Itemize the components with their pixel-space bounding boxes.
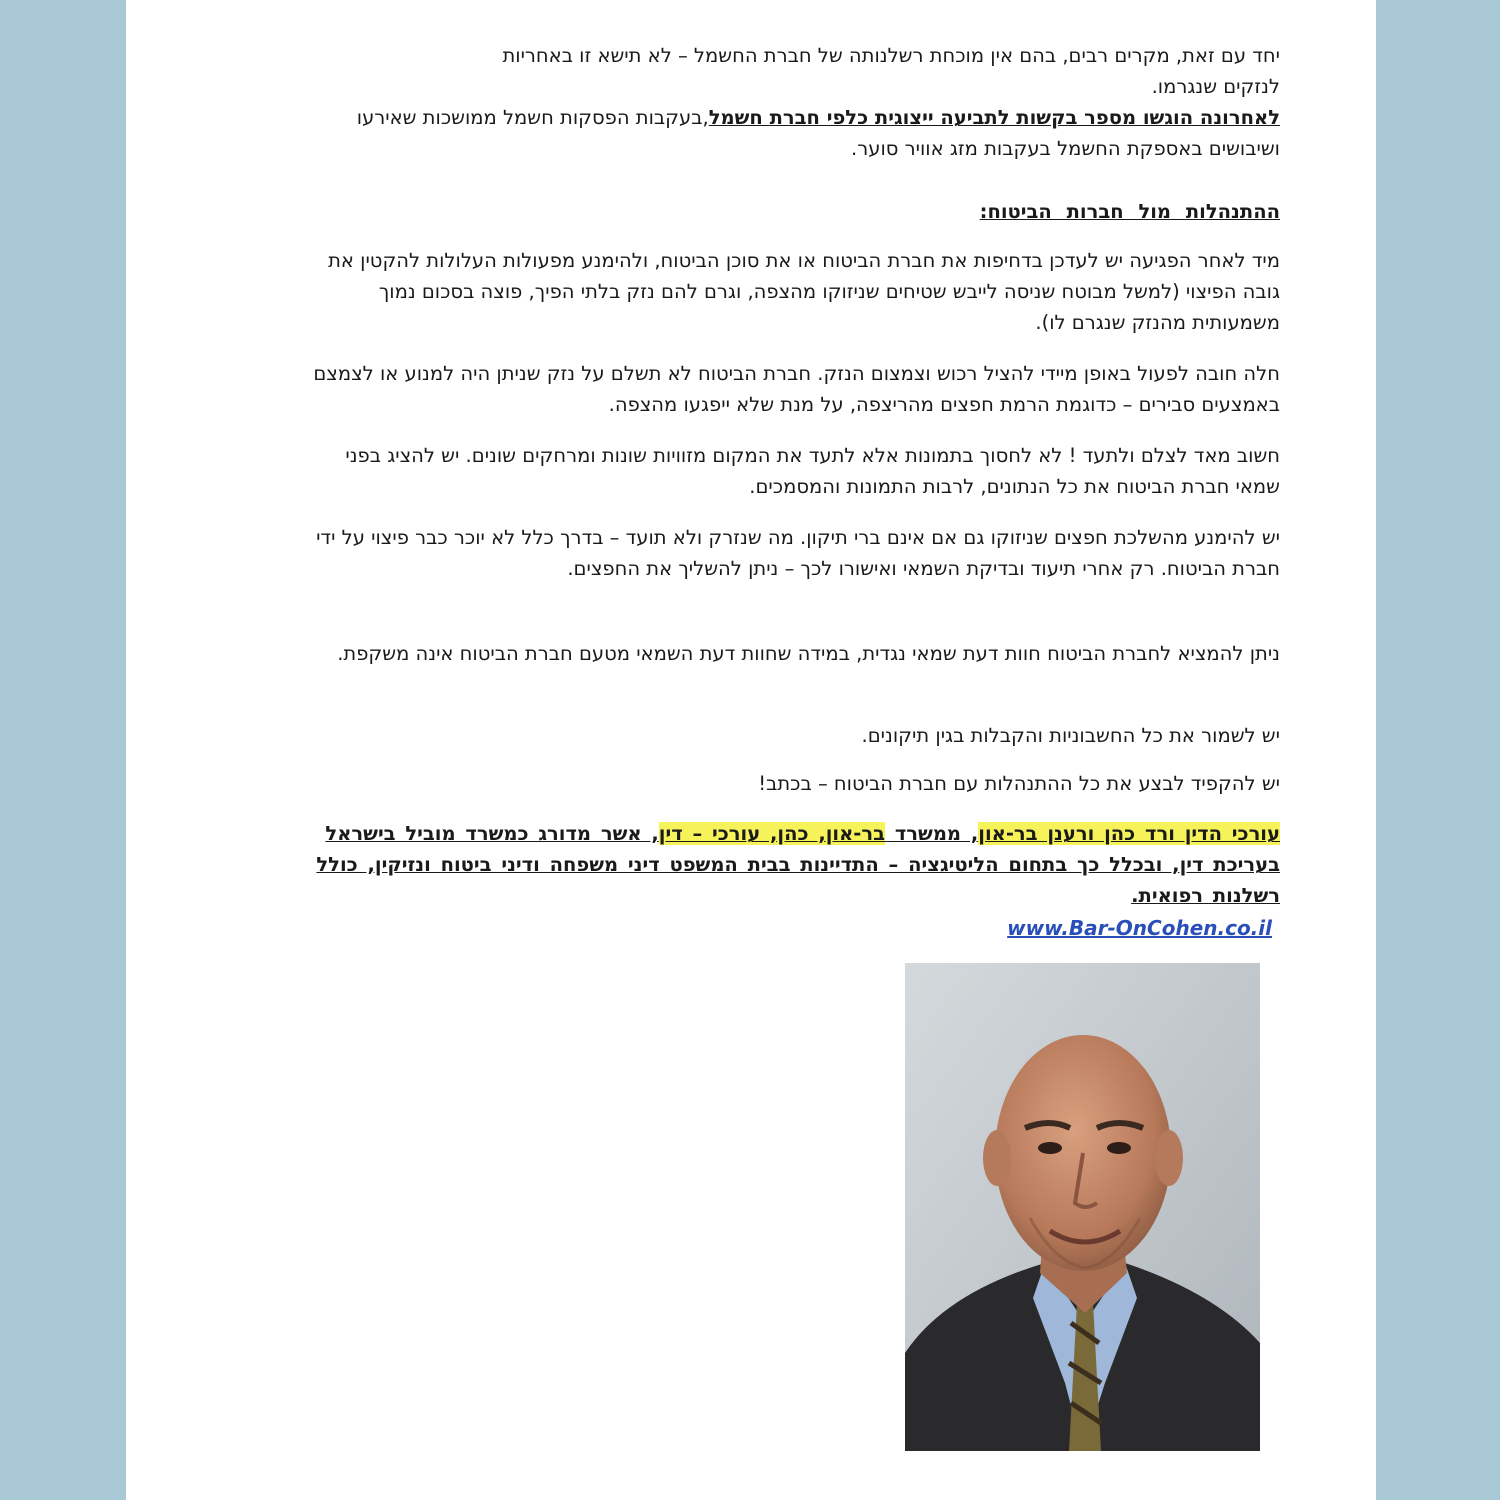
- class-action-bold: לאחרונה הוגשו מספר בקשות לתביעה ייצוגית כלפי חברת חשמל: [708, 106, 1280, 129]
- paragraph-1: מיד לאחר הפגיעה יש לעדכן בדחיפות את חברת הביטוח או את סוכן הביטוח, ולהימנע מפעולות העלולות להקטין את גובה הפיצוי (למשל מבוטח שניסה לייבש שטיחים שניזוקו מהצפה, וגרם להם נזק בלתי הפיך, פוצה בסכום נמוך משמעותית מהנזק שנגרם לו).: [328, 249, 1280, 334]
- bio-separator: , ממשרד: [885, 822, 979, 845]
- firm-name: בר-און, כהן, עורכי – דין: [658, 822, 886, 845]
- lawyer-names: עורכי הדין ורד כהן ורענן בר-און: [978, 822, 1280, 845]
- paragraph-6: יש לשמור את כל החשבוניות והקבלות בגין תיקונים.: [861, 724, 1280, 747]
- intro-paragraph: [300, 40, 1280, 164]
- paragraph-4: יש להימנע מהשלכת חפצים שניזוקו גם אם אינם ברי תיקון. מה שנזרק ולא תועד – בדרך כלל לא יוכר כבר פיצוי על ידי חברת הביטוח. רק אחרי תיעוד ובדיקת השמאי ואישורו לכך – ניתן להשליך את החפצים.: [316, 526, 1280, 580]
- paragraph-2: חלה חובה לפעול באופן מיידי להציל רכוש וצמצום הנזק. חברת הביטוח לא תשלם על נזק שניתן היה למנוע או לצמצם באמצעים סבירים – כדוגמת הרמת חפצים מהריצפה, על מנת שלא ייפגעו מהצפה.: [313, 362, 1280, 416]
- intro-line-1: יחד עם זאת, מקרים רבים, בהם אין מוכחת רשלנותה של חברת החשמל – לא תישא זו באחריות: [502, 44, 1280, 67]
- website-link[interactable]: www.Bar-OnCohen.co.il: [1007, 916, 1272, 940]
- section-heading: ההתנהלות מול חברות הביטוח:: [979, 200, 1280, 223]
- lawyers-bio: [300, 818, 1280, 911]
- class-action-rest: ,בעקבות הפסקות חשמל ממושכות שאירעו ושיבושים באספקת החשמל בעקבות מזג אוויר סוער.: [356, 106, 1280, 160]
- bio-rest: , אשר מדורג כמשרד מוביל בישראל בעריכת דין, ובכלל כך בתחום הליטיגציה – התדיינות בבית המשפט דיני משפחה ודיני ביטוח ונזיקין, כולל רשלנות רפואית.: [316, 822, 1280, 907]
- paragraph-3: חשוב מאד לצלם ולתעד ! לא לחסוך בתמונות אלא לתעד את המקום מזוויות שונות ומרחקים שונים. יש להציג בפני שמאי חברת הביטוח את כל הנתונים, לרבות התמונות והמסמכים.: [345, 444, 1280, 498]
- portrait-photo: [905, 963, 1260, 1451]
- intro-line-2: לנזקים שנגרמו.: [1151, 75, 1280, 98]
- paragraph-5: ניתן להמציא לחברת הביטוח חוות דעת שמאי נגדית, במידה שחוות דעת השמאי מטעם חברת הביטוח אינה משקפת.: [337, 642, 1280, 665]
- paragraph-7: יש להקפיד לבצע את כל ההתנהלות עם חברת הביטוח – בכתב!: [758, 772, 1280, 795]
